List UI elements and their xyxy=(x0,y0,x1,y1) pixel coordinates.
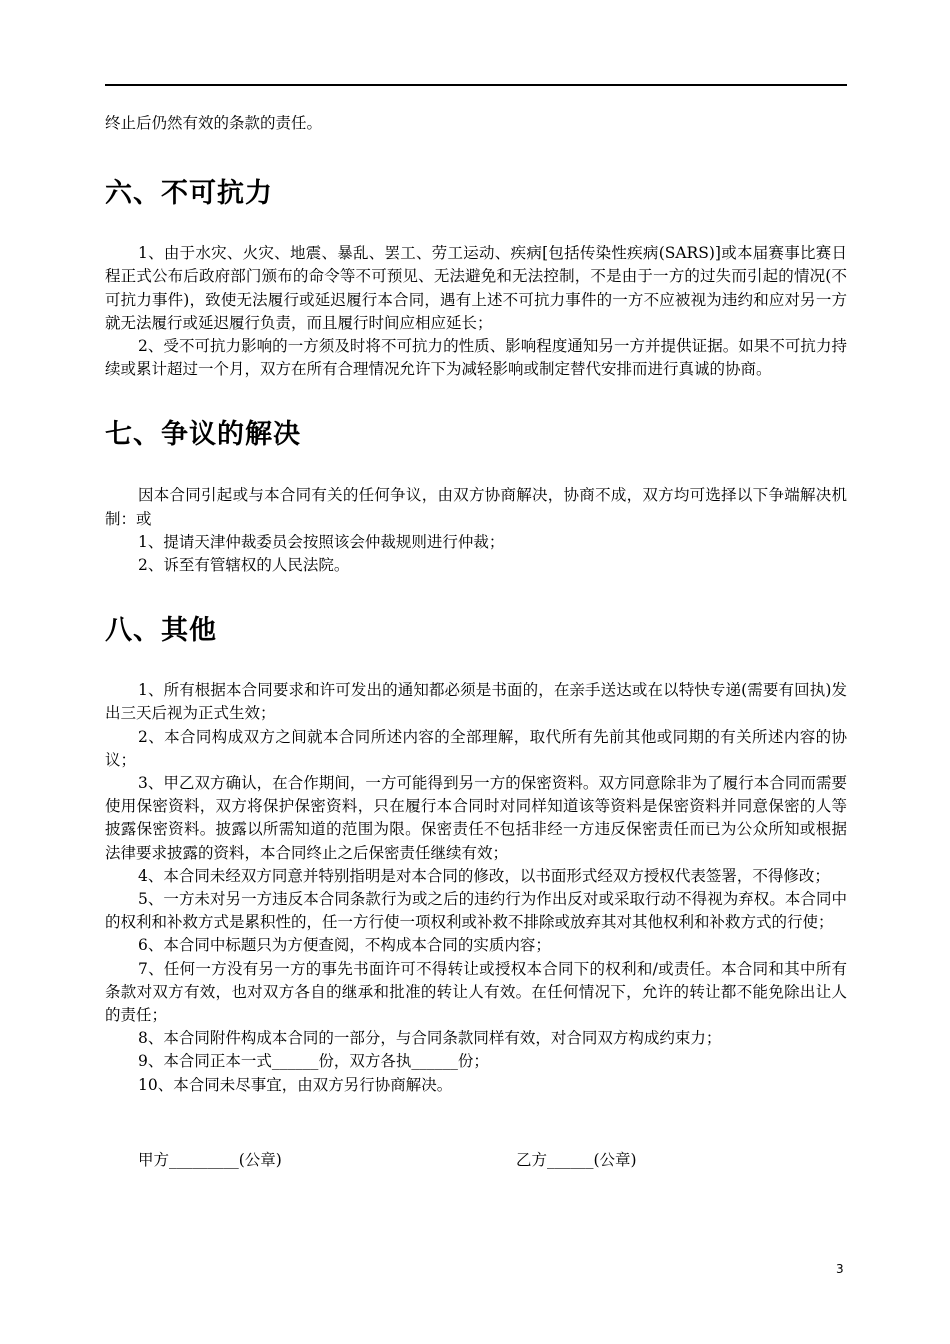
misc-clause-8: 8、本合同附件构成本合同的一部分，与合同条款同样有效，对合同双方构成约束力； xyxy=(138,1029,722,1048)
page-number: 3 xyxy=(836,1262,844,1276)
party-b-signature: 乙方______(公章) xyxy=(516,1150,637,1169)
misc-clause-5: 5、一方未对另一方违反本合同条款行为或之后的违约行为作出反对或采取行动不得视为弃权。本合同中的权利和补救方式是累积性的，任一方行使一项权利或补救不排除或放弃其对其他权利和补救方式的行使； xyxy=(105,890,847,932)
misc-clause-1: 1、所有根据本合同要求和许可发出的通知都必须是书面的，在亲手送达或在以特快专递(需要有回执)发出三天后视为正式生效； xyxy=(105,681,847,723)
misc-clause-2: 2、本合同构成双方之间就本合同所述内容的全部理解，取代所有先前其他或同期的有关所述内容的协议； xyxy=(105,727,847,769)
section-heading-miscellaneous: 八、其他 xyxy=(105,615,217,647)
misc-clause-9: 9、本合同正本一式______份，双方各执______份； xyxy=(138,1052,489,1071)
force-majeure-clause-1: 1、由于水灾、火灾、地震、暴乱、罢工、劳工运动、疾病[包括传染性疾病(SARS)]或本届赛事比赛日程正式公布后政府部门颁布的命令等不可预见、无法避免和无法控制，不是由于一方的过失而引起的情况(不可抗力事件)，致使无法履行或延迟履行本合同，遇有上述不可抗力事件的一方不应被视为违约和应对另一方就无法履行或延迟履行负责，而且履行时间应相应延长； xyxy=(105,244,847,332)
dispute-intro: 因本合同引起或与本合同有关的任何争议，由双方协商解决，协商不成，双方均可选择以下争端解决机制：或 xyxy=(105,486,847,528)
party-a-signature: 甲方_________(公章) xyxy=(138,1150,282,1169)
misc-clause-4: 4、本合同未经双方同意并特别指明是对本合同的修改，以书面形式经双方授权代表签署，不得修改； xyxy=(138,866,830,885)
misc-clause-10: 10、本合同未尽事宜，由双方另行协商解决。 xyxy=(138,1075,453,1094)
header-rule xyxy=(105,84,847,86)
force-majeure-clause-2: 2、受不可抗力影响的一方须及时将不可抗力的性质、影响程度通知另一方并提供证据。如果不可抗力持续或累计超过一个月，双方在所有合理情况允许下为减轻影响或制定替代安排而进行真诚的协商。 xyxy=(105,337,847,379)
signature-block xyxy=(105,1149,847,1173)
section-heading-dispute-resolution: 七、争议的解决 xyxy=(105,419,301,451)
misc-clause-3: 3、甲乙双方确认，在合作期间，一方可能得到另一方的保密资料。双方同意除非为了履行本合同而需要使用保密资料，双方将保护保密资料，只在履行本合同时对同样知道该等资料是保密资料并同意保密的人等披露保密资料。披露以所需知道的范围为限。保密责任不包括非经一方违反保密责任而已为公众所知或根据法律要求披露的资料，本合同终止之后保密责任继续有效； xyxy=(105,774,847,862)
dispute-option-2: 2、诉至有管辖权的人民法院。 xyxy=(138,556,350,575)
continuation-text: 终止后仍然有效的条款的责任。 xyxy=(105,114,323,132)
misc-clause-6: 6、本合同中标题只为方便查阅，不构成本合同的实质内容； xyxy=(138,936,551,955)
section-heading-force-majeure: 六、不可抗力 xyxy=(105,178,273,210)
dispute-option-1: 1、提请天津仲裁委员会按照该会仲裁规则进行仲裁； xyxy=(138,532,505,551)
misc-clause-7: 7、任何一方没有另一方的事先书面许可不得转让或授权本合同下的权利和/或责任。本合同和其中所有条款对双方有效，也对双方各自的继承和批准的转让人有效。在任何情况下，允许的转让都不能免除出让人的责任； xyxy=(105,959,847,1025)
page-content xyxy=(105,112,847,1173)
